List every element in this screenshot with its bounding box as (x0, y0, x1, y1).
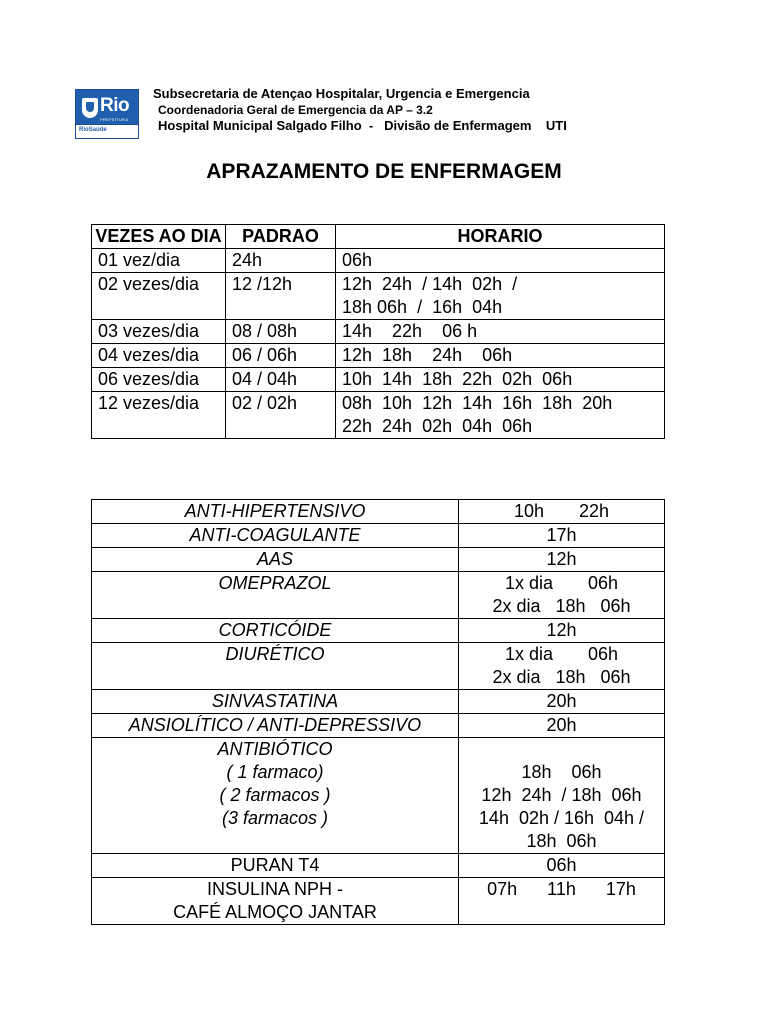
frequency-header-row (92, 225, 665, 249)
table-row (92, 320, 665, 344)
page-title: APRAZAMENTO DE ENFERMAGEM (206, 160, 562, 183)
schedule-cell: 18h 06h 12h 24h / 18h 06h 14h 02h / 16h 04h / 18h 06h (459, 738, 665, 854)
medication-cell: CORTICÓIDE (92, 619, 459, 643)
table-row (92, 690, 665, 714)
header-line-3: Hospital Municipal Salgado Filho - Divisão de Enfermagem UTI (158, 118, 567, 133)
col-header-horario: HORARIO (336, 225, 665, 249)
table-row (92, 524, 665, 548)
logo-sub: PREFEITURA (100, 117, 129, 122)
medication-cell: ANSIOLÍTICO / ANTI-DEPRESSIVO (92, 714, 459, 738)
vezes-cell: 02 vezes/dia (92, 273, 226, 320)
medication-cell: INSULINA NPH - CAFÉ ALMOÇO JANTAR (92, 878, 459, 925)
table-row (92, 619, 665, 643)
table-row (92, 643, 665, 690)
medication-cell: DIURÉTICO (92, 643, 459, 690)
logo-brand: Rio (100, 95, 130, 116)
schedule-cell: 20h (459, 714, 665, 738)
padrao-cell: 04 / 04h (226, 368, 336, 392)
padrao-cell: 02 / 02h (226, 392, 336, 439)
col-header-vezes: VEZES AO DIA (92, 225, 226, 249)
rio-prefeitura-logo (75, 89, 139, 139)
header-line-2: Coordenadoria Geral de Emergencia da AP – 3.2 (158, 103, 433, 117)
horario-cell: 06h (336, 249, 665, 273)
schedule-cell: 12h (459, 548, 665, 572)
schedule-cell: 20h (459, 690, 665, 714)
city-crest-icon (82, 98, 98, 118)
logo-unit: RioSaúde (79, 127, 107, 133)
medication-table (91, 499, 665, 925)
medication-cell: SINVASTATINA (92, 690, 459, 714)
table-row (92, 548, 665, 572)
horario-cell: 12h 24h / 14h 02h / 18h 06h / 16h 04h (336, 273, 665, 320)
schedule-cell: 17h (459, 524, 665, 548)
medication-cell: ANTIBIÓTICO ( 1 farmaco) ( 2 farmacos ) (3 farmacos ) (92, 738, 459, 854)
col-header-padrao: PADRAO (226, 225, 336, 249)
frequency-table (91, 224, 665, 439)
horario-cell: 12h 18h 24h 06h (336, 344, 665, 368)
vezes-cell: 03 vezes/dia (92, 320, 226, 344)
horario-cell: 08h 10h 12h 14h 16h 18h 20h 22h 24h 02h 04h 06h (336, 392, 665, 439)
medication-cell: ANTI-COAGULANTE (92, 524, 459, 548)
table-row (92, 273, 665, 320)
medication-cell: OMEPRAZOL (92, 572, 459, 619)
padrao-cell: 24h (226, 249, 336, 273)
vezes-cell: 01 vez/dia (92, 249, 226, 273)
table-row (92, 249, 665, 273)
vezes-cell: 06 vezes/dia (92, 368, 226, 392)
horario-cell: 10h 14h 18h 22h 02h 06h (336, 368, 665, 392)
vezes-cell: 12 vezes/dia (92, 392, 226, 439)
table-row (92, 344, 665, 368)
schedule-cell: 10h 22h (459, 500, 665, 524)
header-line-1: Subsecretaria de Atençao Hospitalar, Urgencia e Emergencia (153, 86, 530, 101)
schedule-cell: 1x dia 06h 2x dia 18h 06h (459, 643, 665, 690)
medication-cell: AAS (92, 548, 459, 572)
schedule-cell: 07h 11h 17h (459, 878, 665, 925)
table-row (92, 572, 665, 619)
schedule-cell: 12h (459, 619, 665, 643)
horario-cell: 14h 22h 06 h (336, 320, 665, 344)
table-row (92, 368, 665, 392)
schedule-cell: 1x dia 06h 2x dia 18h 06h (459, 572, 665, 619)
table-row (92, 854, 665, 878)
medication-cell: ANTI-HIPERTENSIVO (92, 500, 459, 524)
table-row (92, 392, 665, 439)
logo-unit-strip (76, 124, 138, 138)
padrao-cell: 06 / 06h (226, 344, 336, 368)
schedule-cell: 06h (459, 854, 665, 878)
padrao-cell: 12 /12h (226, 273, 336, 320)
table-row (92, 500, 665, 524)
table-row (92, 878, 665, 925)
padrao-cell: 08 / 08h (226, 320, 336, 344)
medication-cell: PURAN T4 (92, 854, 459, 878)
table-row (92, 714, 665, 738)
table-row (92, 738, 665, 854)
vezes-cell: 04 vezes/dia (92, 344, 226, 368)
